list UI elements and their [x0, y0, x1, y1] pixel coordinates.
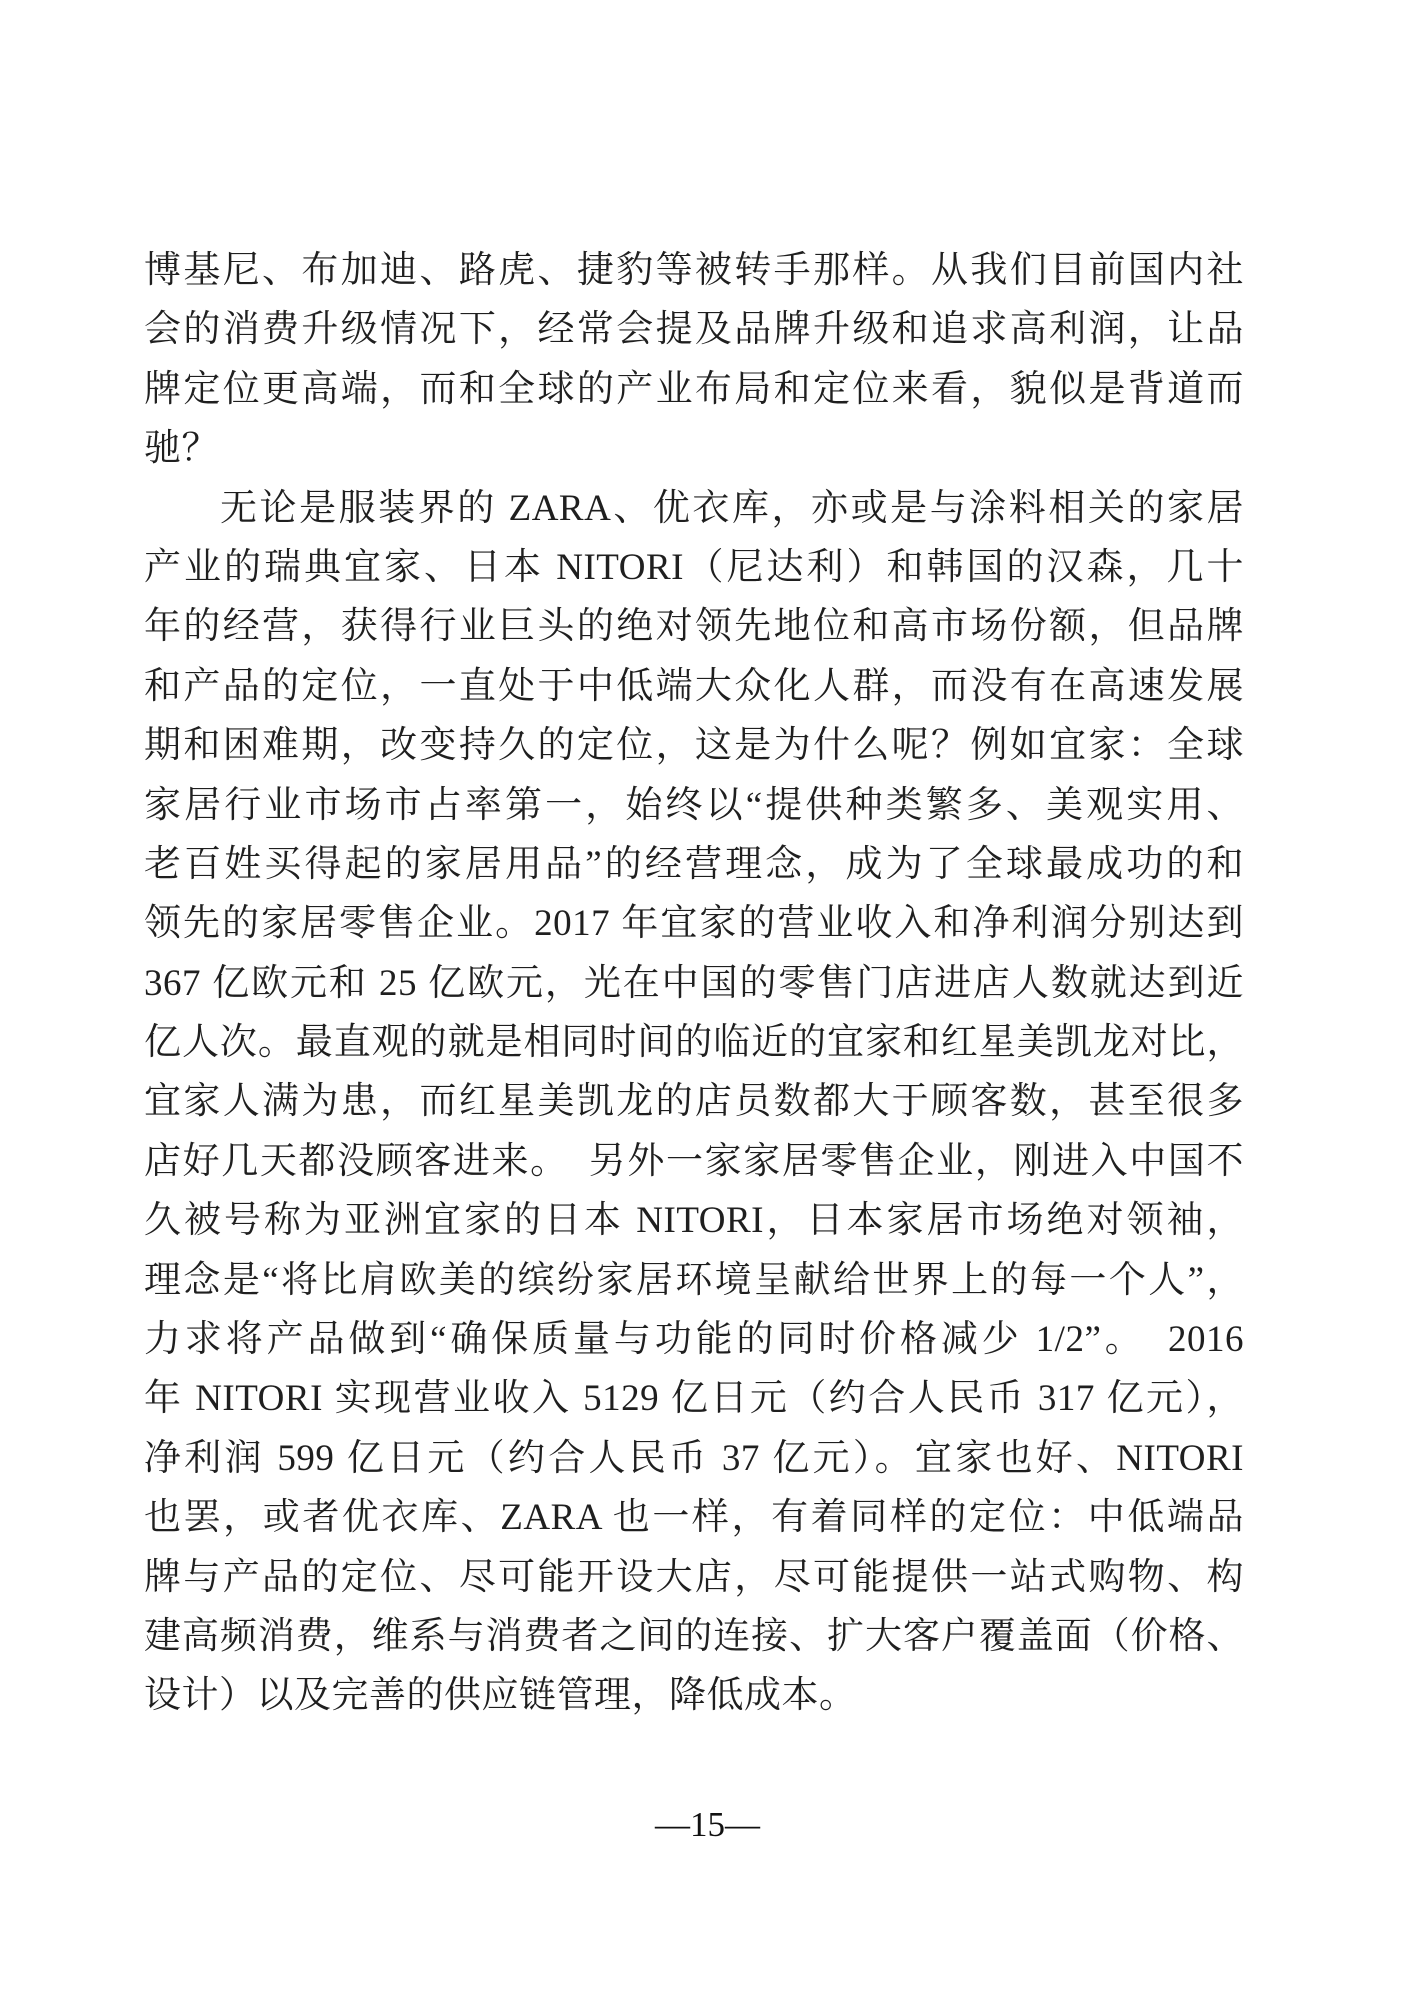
text-line: 亿人次。最直观的就是相同时间的临近的宜家和红星美凯龙对比， — [144, 1022, 1244, 1064]
text-line: 建高频消费，维系与消费者之间的连接、扩大客户覆盖面（价格、 — [144, 1615, 1244, 1657]
body-text — [144, 241, 1244, 1726]
text-line: 力求将产品做到“确保质量与功能的同时价格减少 1/2”。 2016 — [144, 1319, 1244, 1361]
text-line: 会的消费升级情况下，经常会提及品牌升级和追求高利润，让品 — [144, 309, 1244, 351]
text-line: 牌定位更高端，而和全球的产业布局和定位来看，貌似是背道而 — [144, 368, 1244, 410]
text-line: 宜家人满为患，而红星美凯龙的店员数都大于顾客数，甚至很多 — [144, 1081, 1244, 1123]
text-line: 驰？ — [144, 428, 219, 470]
text-line: 367 亿欧元和 25 亿欧元，光在中国的零售门店进店人数就达到近 — [144, 962, 1244, 1004]
text-line: 期和困难期，改变持久的定位，这是为什么呢？例如宜家：全球 — [144, 725, 1244, 767]
text-line: 年的经营，获得行业巨头的绝对领先地位和高市场份额，但品牌 — [144, 606, 1244, 648]
text-line: 博基尼、布加迪、路虎、捷豹等被转手那样。从我们目前国内社 — [144, 250, 1244, 291]
text-line: 产业的瑞典宜家、日本 NITORI（尼达利）和韩国的汉森，几十 — [144, 546, 1244, 588]
text-line: 领先的家居零售企业。2017 年宜家的营业收入和净利润分别达到 — [144, 903, 1244, 945]
text-line: 理念是“将比肩欧美的缤纷家居环境呈献给世界上的每一个人”， — [144, 1259, 1244, 1301]
text-line: 设计）以及完善的供应链管理，降低成本。 — [144, 1675, 857, 1717]
text-line: 和产品的定位，一直处于中低端大众化人群，而没有在高速发展 — [144, 665, 1244, 707]
text-line: 无论是服装界的 ZARA、优衣库，亦或是与涂料相关的家居 — [220, 487, 1244, 529]
text-line: 净利润 599 亿日元（约合人民币 37 亿元）。宜家也好、NITORI — [144, 1437, 1244, 1479]
text-line: 也罢，或者优衣库、ZARA 也一样，有着同样的定位：中低端品 — [144, 1497, 1244, 1539]
text-line: 久被号称为亚洲宜家的日本 NITORI，日本家居市场绝对领袖， — [144, 1200, 1244, 1242]
text-line: 老百姓买得起的家居用品”的经营理念，成为了全球最成功的和 — [144, 843, 1244, 885]
text-line: 家居行业市场市占率第一，始终以“提供种类繁多、美观实用、 — [144, 784, 1244, 826]
text-line: 年 NITORI 实现营业收入 5129 亿日元（约合人民币 317 亿元）， — [144, 1378, 1244, 1420]
page-number: —15— — [655, 1805, 760, 1844]
text-line: 牌与产品的定位、尽可能开设大店，尽可能提供一站式购物、构 — [144, 1556, 1244, 1598]
text-line: 店好几天都没顾客进来。 另外一家家居零售企业，刚进入中国不 — [144, 1140, 1244, 1182]
